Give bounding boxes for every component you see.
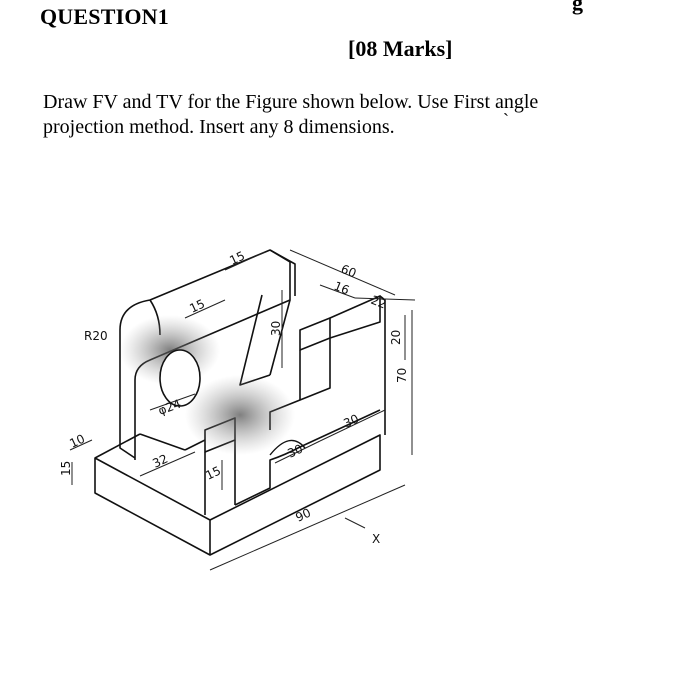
isometric-figure (55, 235, 455, 575)
view-arrow-label: X (372, 532, 381, 546)
dim-30-slot: 30 (269, 320, 283, 336)
dim-32: 32 (150, 451, 171, 471)
dim-30-a: 30 (285, 441, 306, 461)
dim-70: 70 (395, 367, 409, 383)
dim-r20: R20 (84, 329, 108, 343)
stray-mark: ` (503, 110, 509, 130)
bore-hole (160, 350, 200, 406)
dim-20: 20 (389, 329, 403, 345)
dim-phi24: φ24 (156, 396, 183, 418)
dim-10: 10 (67, 431, 88, 451)
dim-15-hole: 15 (187, 296, 208, 316)
dim-22: 22 (368, 292, 389, 312)
marks-label: [08 Marks] (348, 36, 453, 61)
shade-center (185, 375, 295, 455)
dim-15-left: 15 (59, 460, 73, 476)
question-instructions: Draw FV and TV for the Figure shown below. Use First angle projection method. Insert any 8 dimensions. (43, 91, 539, 138)
dim-60: 60 (338, 261, 359, 281)
dim-15-top: 15 (227, 248, 248, 268)
dim-90: 90 (293, 505, 314, 525)
dim-15-base: 15 (203, 463, 224, 483)
cropped-corner-mark: g (572, 0, 583, 15)
dim-16: 16 (331, 278, 352, 298)
question-heading: QUESTION1 (40, 4, 169, 29)
dim-30-b: 30 (341, 411, 362, 431)
